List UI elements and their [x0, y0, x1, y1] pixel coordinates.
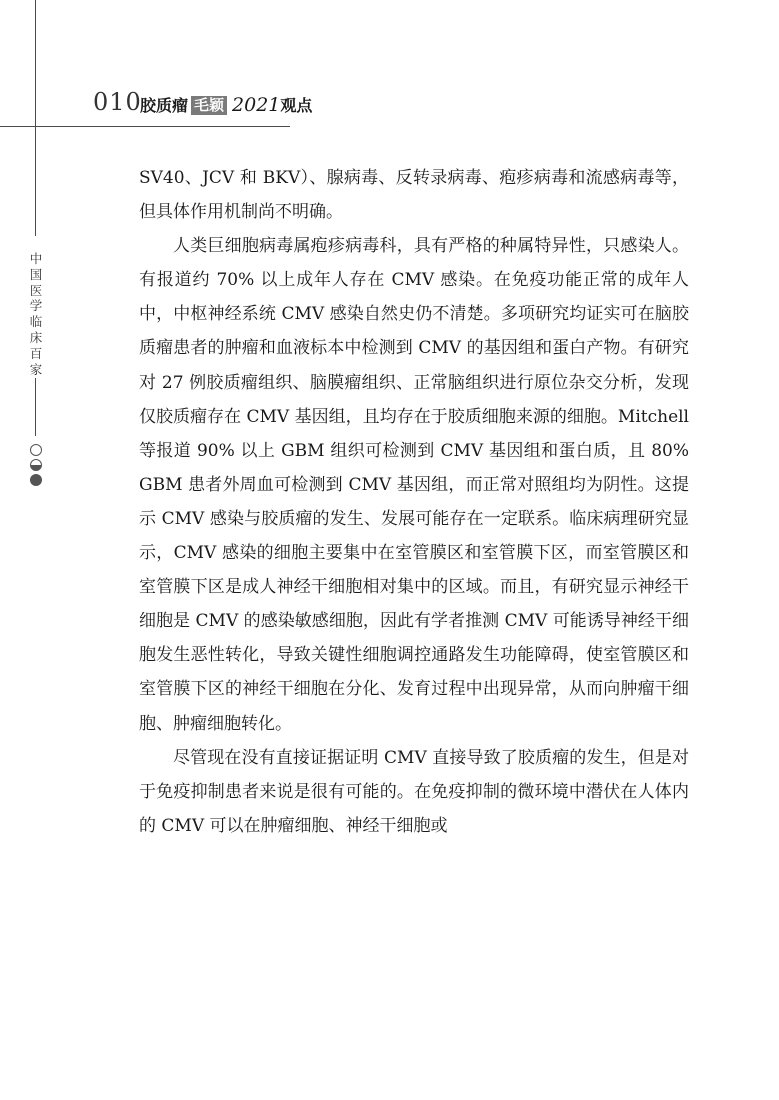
margin-rule-top [35, 0, 36, 236]
header-year: 2021 [232, 94, 281, 116]
half-filled-circle-icon [30, 459, 42, 471]
body-text [139, 161, 689, 843]
author-badge: 毛颖 [191, 96, 227, 115]
page-number: 010 [93, 88, 142, 116]
paragraph: 人类巨细胞病毒属疱疹病毒科，具有严格的种属特异性，只感染人。有报道约 70% 以上成年人存在 CMV 感染。在免疫功能正常的成年人中，中枢神经系统 CMV 感染自然史仍不清楚。多项研究均证实可在脑胶质瘤患者的肿瘤和血液标本中检测到 CMV 的基因组和蛋白产物。有研究对 27 例胶质瘤组织、脑膜瘤组织、正常脑组织进行原位杂交分析，发现仅胶质瘤存在 CMV 基因组，且均存在于胶质细胞来源的细胞。Mitchell 等报道 90% 以上 GBM 组织可检测到 CMV 基因组和蛋白质，且 80% GBM 患者外周血可检测到 CMV 基因组，而正常对照组均为阴性。这提示 CMV 感染与胶质瘤的发生、发展可能存在一定联系。临床病理研究显示，CMV 感染的细胞主要集中在室管膜区和室管膜下区，而室管膜区和室管膜下区是成人神经干细胞相对集中的区域。而且，有研究显示神经干细胞是 CMV 的感染敏感细胞，因此有学者推测 CMV 可能诱导神经干细胞发生恶性转化，导致关键性细胞调控通路发生功能障碍，使室管膜区和室管膜下区的神经干细胞在分化、发育过程中出现异常，从而向肿瘤干细胞、肿瘤细胞转化。 [139, 236, 689, 734]
paragraph: 尽管现在没有直接证据证明 CMV 直接导致了胶质瘤的发生，但是对于免疫抑制患者来说是很有可能的。在免疫抑制的微环境中潜伏在人体内的 CMV 可以在肿瘤细胞、神经干细胞或 [139, 747, 689, 836]
margin-rule-middle [35, 378, 36, 436]
paragraph: SV40、JCV 和 BKV）、腺病毒、反转录病毒、疱疹病毒和流感病毒等，但具体作用机制尚不明确。 [139, 168, 689, 223]
filled-circle-icon [30, 474, 42, 486]
open-circle-icon [30, 444, 42, 456]
header-title-prefix: 胶质瘤 [140, 95, 189, 115]
running-header [140, 96, 312, 115]
series-title: 中国医学临床百家 [29, 251, 43, 377]
header-rule [0, 126, 290, 127]
header-title-suffix: 观点 [280, 95, 313, 115]
